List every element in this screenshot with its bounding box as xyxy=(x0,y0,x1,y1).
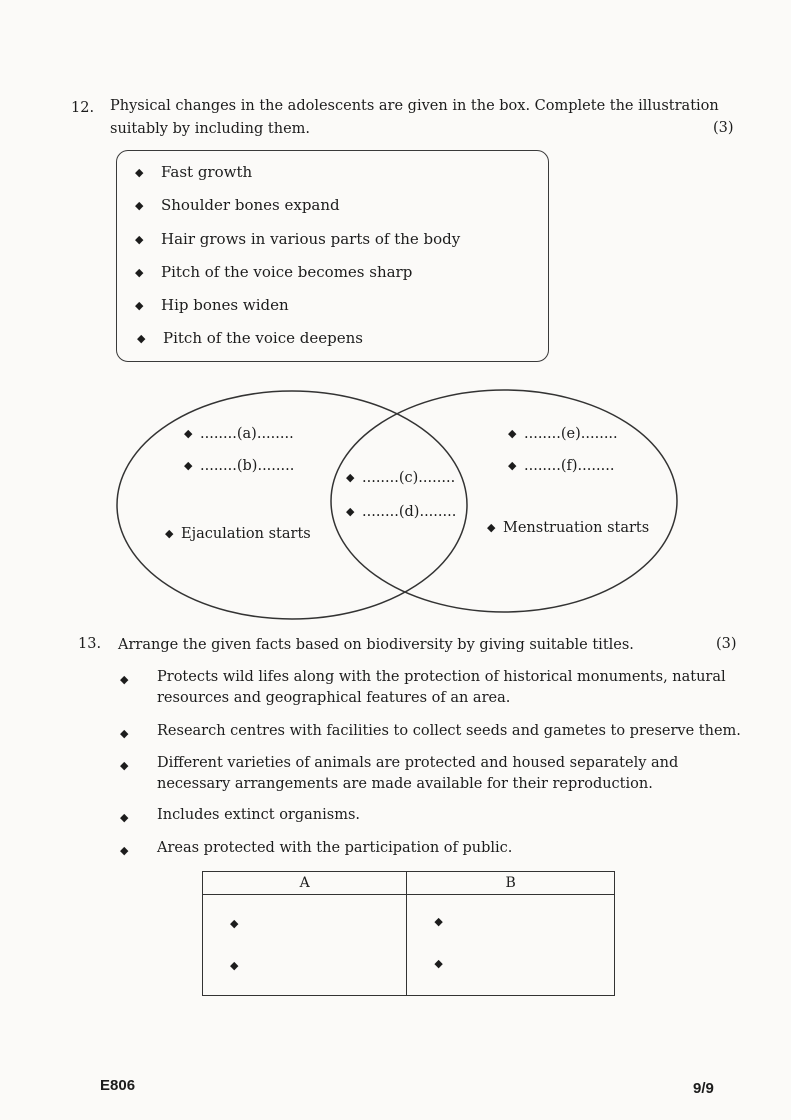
list-item: ◆ Pitch of the voice becomes sharp xyxy=(135,263,413,281)
bullet-icon: ◆ xyxy=(230,959,239,972)
bullet-icon: ◆ xyxy=(120,673,129,686)
venn-blank-b: ◆ ........(b)........ xyxy=(184,458,295,474)
question-12-text-line1: Physical changes in the adolescents are given in the box. Complete the illustration xyxy=(110,98,719,114)
venn-blank-e: ◆ ........(e)........ xyxy=(508,426,618,442)
venn-ejaculation-label: ◆ Ejaculation starts xyxy=(165,526,311,542)
question-13-text: Arrange the given facts based on biodiversity by giving suitable titles. xyxy=(118,637,634,653)
facts-list: ◆ Protects wild lifes along with the protection of historical monuments, natural resources and geographical features of an area. ◆ Research centres with facilities to collect seeds and gametes to preserve them. ◆ Different varieties of animals are protected and housed separately and necessary arrangements are made available for their reproduction. ◆ Includes extinct organisms. ◆ Areas protected with the participation of public. xyxy=(120,667,740,867)
table-cell-b xyxy=(407,895,615,996)
bullet-icon: ◆ xyxy=(230,917,239,930)
bullet-icon: ◆ xyxy=(346,505,355,518)
table-cell-a xyxy=(203,895,407,996)
list-item: ◆ Hip bones widen xyxy=(135,296,289,314)
list-item: ◆ Pitch of the voice deepens xyxy=(137,329,363,347)
question-12-number: 12. xyxy=(71,100,95,116)
bullet-icon: ◆ xyxy=(135,233,144,246)
list-item: ◆ Shoulder bones expand xyxy=(135,196,340,214)
bullet-icon: ◆ xyxy=(120,727,129,740)
venn-right-ellipse xyxy=(331,390,677,612)
bullet-icon: ◆ xyxy=(487,521,496,534)
bullet-icon: ◆ xyxy=(137,332,146,345)
paper-code: E806 xyxy=(100,1077,136,1094)
question-13-number: 13. xyxy=(78,636,102,652)
list-item: ◆ Fast growth xyxy=(135,163,253,181)
venn-menstruation-label: ◆ Menstruation starts xyxy=(487,520,650,536)
bullet-icon: ◆ xyxy=(508,459,517,472)
bullet-icon: ◆ xyxy=(135,266,144,279)
list-item: ◆ Hair grows in various parts of the body xyxy=(135,230,461,248)
bullet-icon: ◆ xyxy=(434,915,443,928)
page-number: 9/9 xyxy=(693,1080,714,1097)
bullet-icon: ◆ xyxy=(434,957,443,970)
bullet-icon: ◆ xyxy=(135,299,144,312)
question-12-text-line2: suitably by including them. xyxy=(110,121,311,137)
venn-blank-a: ◆ ........(a)........ xyxy=(184,426,294,442)
bullet-icon: ◆ xyxy=(120,759,129,772)
bullet-icon: ◆ xyxy=(120,844,129,857)
bullet-icon: ◆ xyxy=(184,459,193,472)
venn-blank-f: ◆ ........(f)........ xyxy=(508,458,615,474)
column-header-a: A xyxy=(203,872,407,895)
question-13-marks: (3) xyxy=(716,636,737,652)
bullet-icon: ◆ xyxy=(120,811,129,824)
venn-blank-c: ◆ ........(c)........ xyxy=(346,470,456,486)
answer-table xyxy=(202,871,615,996)
bullet-icon: ◆ xyxy=(165,527,174,540)
bullet-icon: ◆ xyxy=(184,427,193,440)
venn-blank-d: ◆ ........(d)........ xyxy=(346,504,457,520)
bullet-icon: ◆ xyxy=(508,427,517,440)
bullet-icon: ◆ xyxy=(135,199,144,212)
bullet-icon: ◆ xyxy=(346,471,355,484)
bullet-icon: ◆ xyxy=(135,166,144,179)
column-header-b: B xyxy=(407,872,615,895)
question-12-marks: (3) xyxy=(713,120,734,136)
